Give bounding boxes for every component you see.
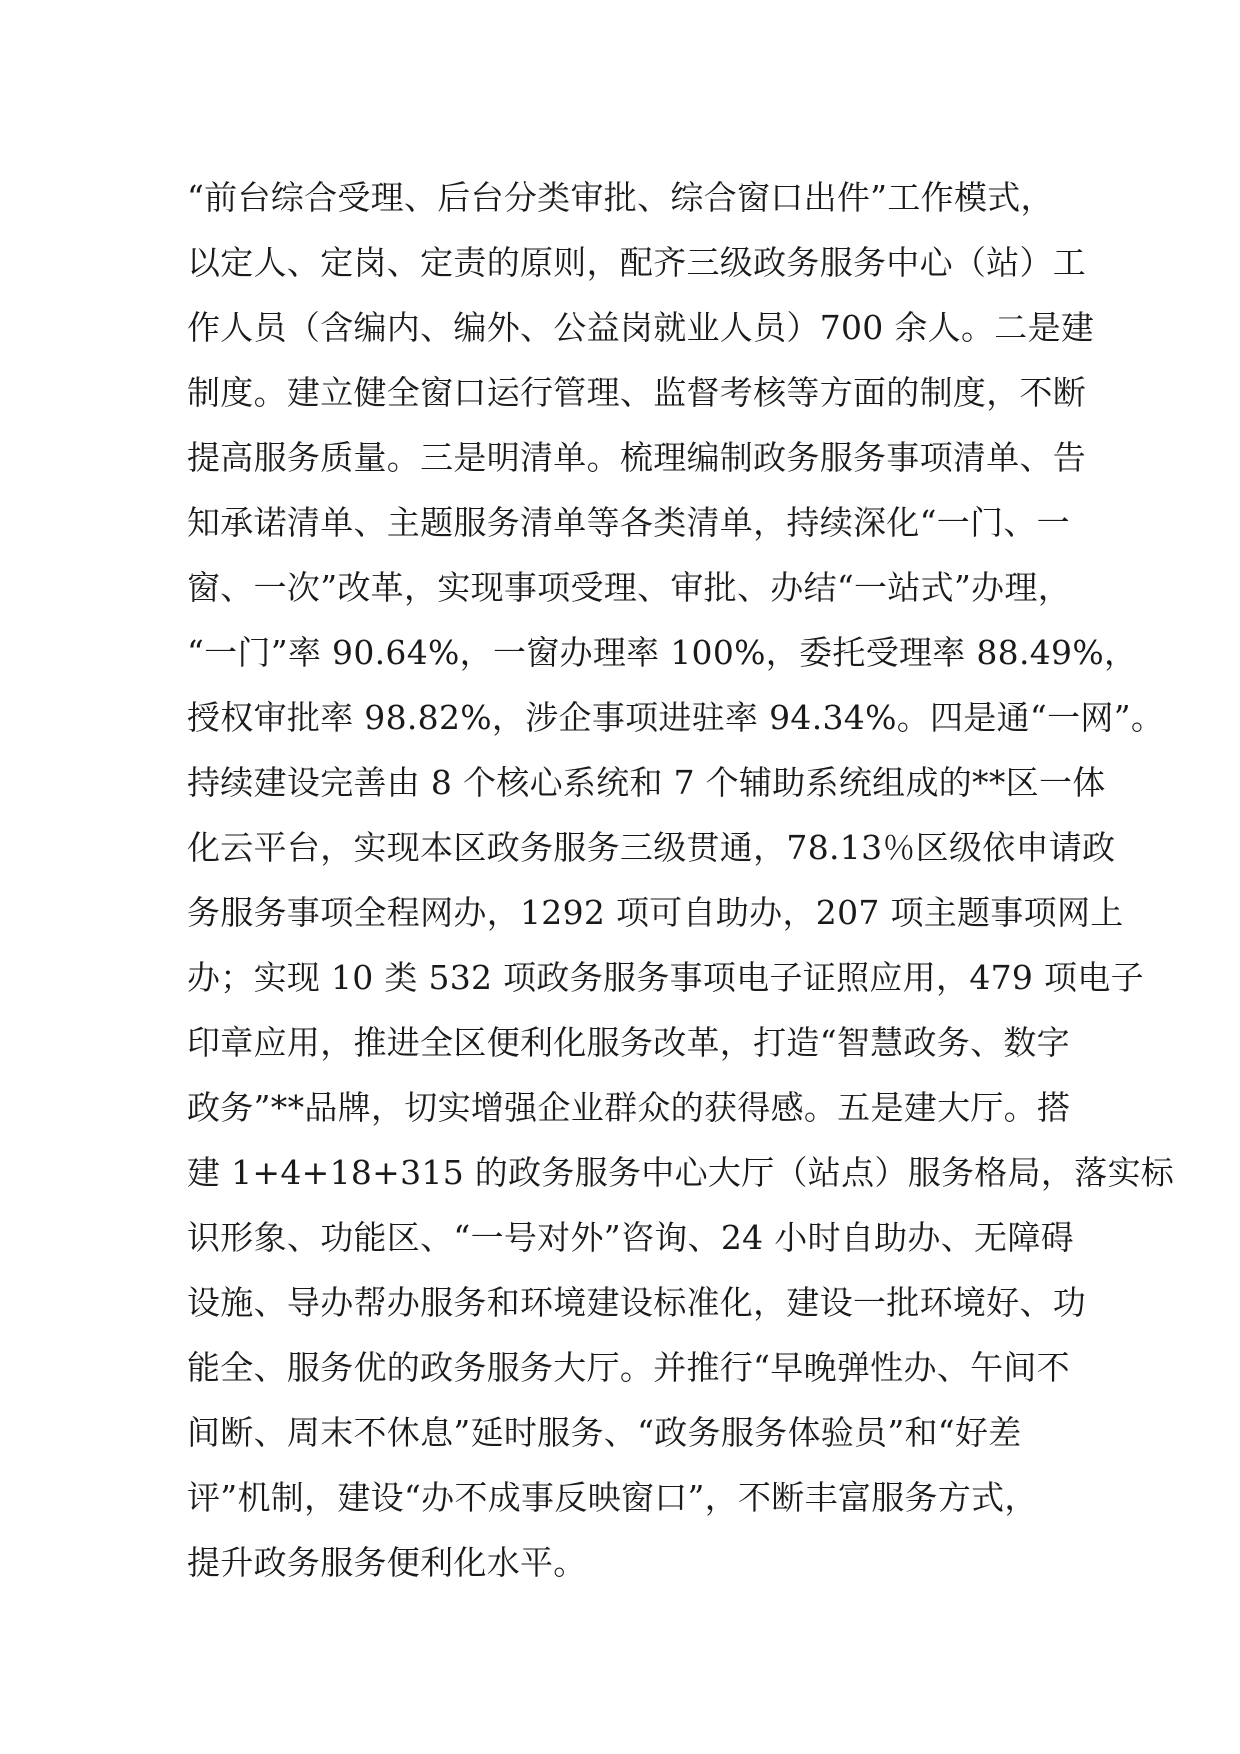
paragraph-line: 窗、一次”改革，实现事项受理、审批、办结“一站式”办理， xyxy=(187,568,1072,607)
paragraph-line: 印章应用，推进全区便利化服务改革，打造“智慧政务、数字 xyxy=(187,1023,1070,1062)
paragraph-line: 识形象、功能区、“一号对外”咨询、24 小时自助办、无障碍 xyxy=(187,1218,1074,1257)
paragraph-line: “一门”率 90.64%，一窗办理率 100%，委托受理率 88.49%， xyxy=(187,633,1138,672)
paragraph-line: “前台综合受理、后台分类审批、综合窗口出件”工作模式， xyxy=(187,178,1054,217)
paragraph-line: 间断、周末不休息”延时服务、“政务服务体验员”和“好差 xyxy=(187,1413,1022,1452)
paragraph-line: 授权审批率 98.82%，涉企事项进驻率 94.34%。四是通“一网”。 xyxy=(187,698,1165,737)
paragraph-line: 作人员（含编内、编外、公益岗就业人员）700 余人。二是建 xyxy=(187,308,1095,347)
paragraph-line: 知承诺清单、主题服务清单等各类清单，持续深化“一门、一 xyxy=(187,503,1070,542)
paragraph-line: 化云平台，实现本区政务服务三级贯通，78.13％区级依申请政 xyxy=(187,828,1116,867)
paragraph-line: 能全、服务优的政务服务大厅。并推行“早晚弹性办、午间不 xyxy=(187,1348,1070,1387)
paragraph-line: 持续建设完善由 8 个核心系统和 7 个辅助系统组成的**区一体 xyxy=(187,763,1106,802)
paragraph-line: 制度。建立健全窗口运行管理、监督考核等方面的制度，不断 xyxy=(187,373,1087,412)
paragraph-line: 提升政务服务便利化水平。 xyxy=(187,1543,587,1582)
paragraph-line: 政务”**品牌，切实增强企业群众的获得感。五是建大厅。搭 xyxy=(187,1088,1071,1127)
paragraph-line: 务服务事项全程网办，1292 项可自助办，207 项主题事项网上 xyxy=(187,893,1124,932)
body-paragraph xyxy=(187,165,1175,1595)
paragraph-line: 建 1+4+18+315 的政务服务中心大厅（站点）服务格局，落实标 xyxy=(187,1153,1175,1192)
paragraph-line: 以定人、定岗、定责的原则，配齐三级政务服务中心（站）工 xyxy=(187,243,1087,282)
paragraph-line: 办；实现 10 类 532 项政务服务事项电子证照应用，479 项电子 xyxy=(187,958,1144,997)
paragraph-line: 提高服务质量。三是明清单。梳理编制政务服务事项清单、告 xyxy=(187,438,1087,477)
paragraph-line: 设施、导办帮办服务和环境建设标准化，建设一批环境好、功 xyxy=(187,1283,1087,1322)
paragraph-line: 评”机制，建设“办不成事反映窗口”，不断丰富服务方式， xyxy=(187,1478,1038,1517)
